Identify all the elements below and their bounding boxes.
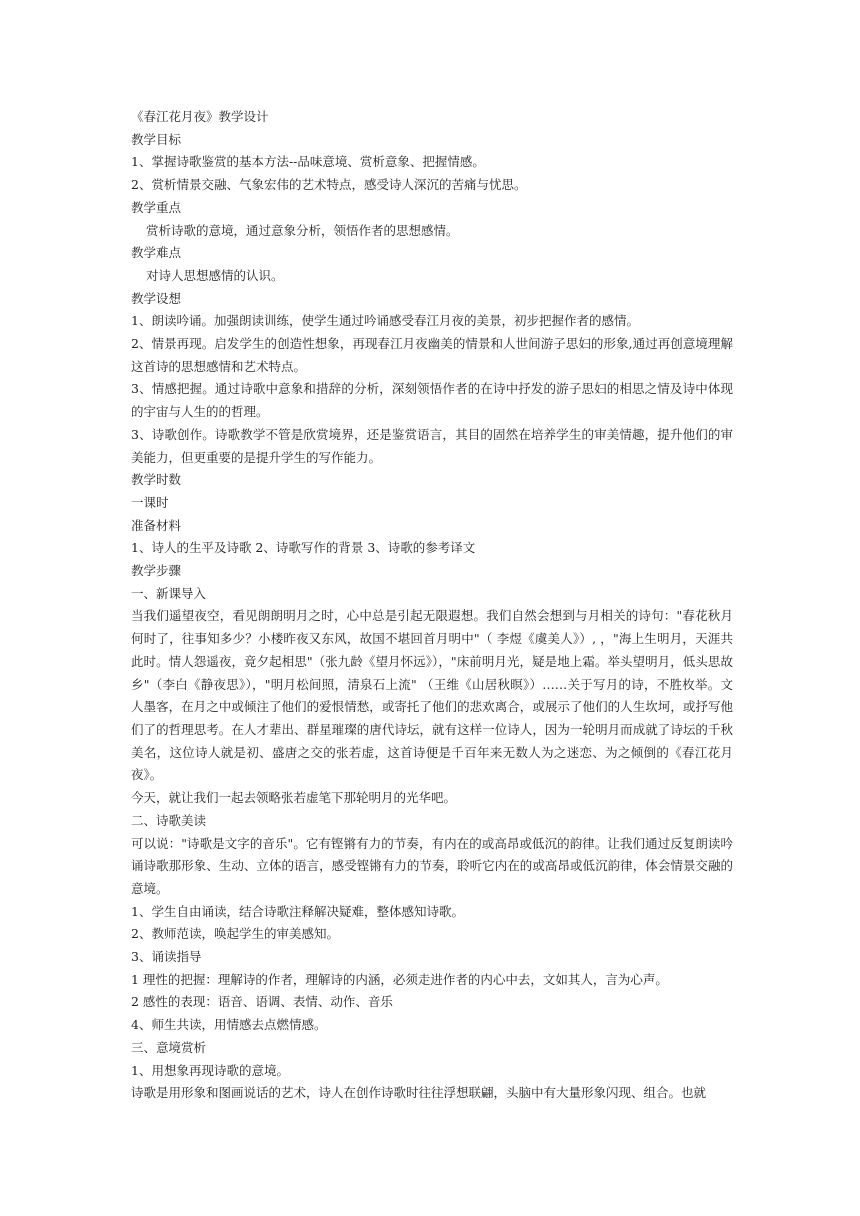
document-body xyxy=(131,106,733,1105)
heading-class-hours: 教学时数 xyxy=(131,472,182,488)
step-3-item-1: 1、用想象再现诗歌的意境。 xyxy=(131,1062,289,1078)
step-3-paragraph-1: 诗歌是用形象和图画说话的艺术，诗人在创作诗歌时往往浮想联翩，头脑中有大量形象闪现、组合。也就 xyxy=(131,1085,707,1101)
step-1-paragraph-1: 当我们遥望夜空，看见朗朗明月之时，心中总是引起无限遐想。我们自然会想到与月相关的诗句："春花秋月何时了，往事知多少？小楼昨夜又东风，故国不堪回首月明中"（ 李煜《虞美人》）, ，"海上生明月，天涯共此时。情人怨遥夜，竟夕起相思"（张九龄《望月怀远》），"床前明月光，疑是地上霜。举头望明月，低头思故乡"（李白《静夜思》），"明月松间照，清泉石上流" （王维《山居秋暝》）……关于写月的诗，不胜枚举。文人墨客，在月之中或倾注了他们的爱恨情愁，或寄托了他们的悲欢离合，或展示了他们的人生坎坷，或抒写他们了的哲理思考。在人才辈出、群星璀璨的唐代诗坛，就有这样一位诗人，因为一轮明月而成就了诗坛的千秋美名，这位诗人就是初、盛唐之交的张若虚，这首诗便是千百年来无数人为之迷恋、为之倾倒的《春江花月夜》。 xyxy=(131,608,733,783)
heading-teaching-ideas: 教学设想 xyxy=(131,290,182,306)
step-2-item-1: 1、学生自由诵读，结合诗歌注释解决疑难，整体感知诗歌。 xyxy=(131,903,464,919)
idea-item-3: 3、情感把握。通过诗歌中意象和措辞的分析，深刻领悟作者的在诗中抒发的游子思妇的相思之情及诗中体现的宇宙与人生的的哲理。 xyxy=(131,381,733,420)
idea-item-1: 1、朗读吟诵。加强朗读训练，使学生通过吟诵感受春江月夜的美景，初步把握作者的感情。 xyxy=(131,313,639,329)
step-1-title: 一、新课导入 xyxy=(131,585,207,601)
materials-text: 1、诗人的生平及诗歌 2、诗歌写作的背景 3、诗歌的参考译文 xyxy=(131,540,476,556)
step-2-item-3b: 2 感性的表现：语音、语调、表情、动作、音乐 xyxy=(131,994,393,1010)
step-2-title: 二、诗歌美读 xyxy=(131,812,207,828)
goal-item-1: 1、掌握诗歌鉴赏的基本方法--品味意境、赏析意象、把握情感。 xyxy=(131,154,485,170)
goal-item-2: 2、赏析情景交融、气象宏伟的艺术特点，感受诗人深沉的苦痛与忧思。 xyxy=(131,177,527,193)
heading-teaching-steps: 教学步骤 xyxy=(131,563,182,579)
heading-teaching-goals: 教学目标 xyxy=(131,131,182,147)
step-2-paragraph-1: 可以说："诗歌是文字的音乐"。它有铿锵有力的节奏，有内在的或高昂或低沉的韵律。让我们通过反复朗读吟诵诗歌那形象、生动、立体的语言，感受铿锵有力的节奏，聆听它内在的或高昂或低沉韵律，体会情景交融的意境。 xyxy=(131,835,733,896)
step-3-title: 三、意境赏析 xyxy=(131,1039,207,1055)
heading-difficulties: 教学难点 xyxy=(131,245,182,261)
document-title: 《春江花月夜》教学设计 xyxy=(131,109,269,124)
heading-key-points: 教学重点 xyxy=(131,199,182,215)
step-1-paragraph-2: 今天，就让我们一起去领略张若虚笔下那轮明月的光华吧。 xyxy=(131,790,457,806)
step-2-item-2: 2、教师范读，唤起学生的审美感知。 xyxy=(131,926,339,942)
key-points-text: 赏析诗歌的意境，通过意象分析，领悟作者的思想感情。 xyxy=(146,222,459,238)
idea-item-4: 3、诗歌创作。诗歌教学不管是欣赏境界，还是鉴赏语言，其目的固然在培养学生的审美情趣，提升他们的审美能力，但更重要的是提升学生的写作能力。 xyxy=(131,426,733,465)
difficulties-text: 对诗人思想感情的认识。 xyxy=(146,267,284,283)
class-hours-text: 一课时 xyxy=(131,494,169,510)
step-2-item-3: 3、诵读指导 xyxy=(131,949,202,965)
step-2-item-4: 4、师生共读，用情感去点燃情感。 xyxy=(131,1017,327,1033)
step-2-item-3a: 1 理性的把握：理解诗的作者，理解诗的内涵，必须走进作者的内心中去，文如其人，言为心声。 xyxy=(131,971,668,987)
heading-materials: 准备材料 xyxy=(131,517,182,533)
idea-item-2: 2、情景再现。启发学生的创造性想象，再现春江月夜幽美的情景和人世间游子思妇的形象,通过再创意境理解这首诗的思想感情和艺术特点。 xyxy=(131,336,733,374)
